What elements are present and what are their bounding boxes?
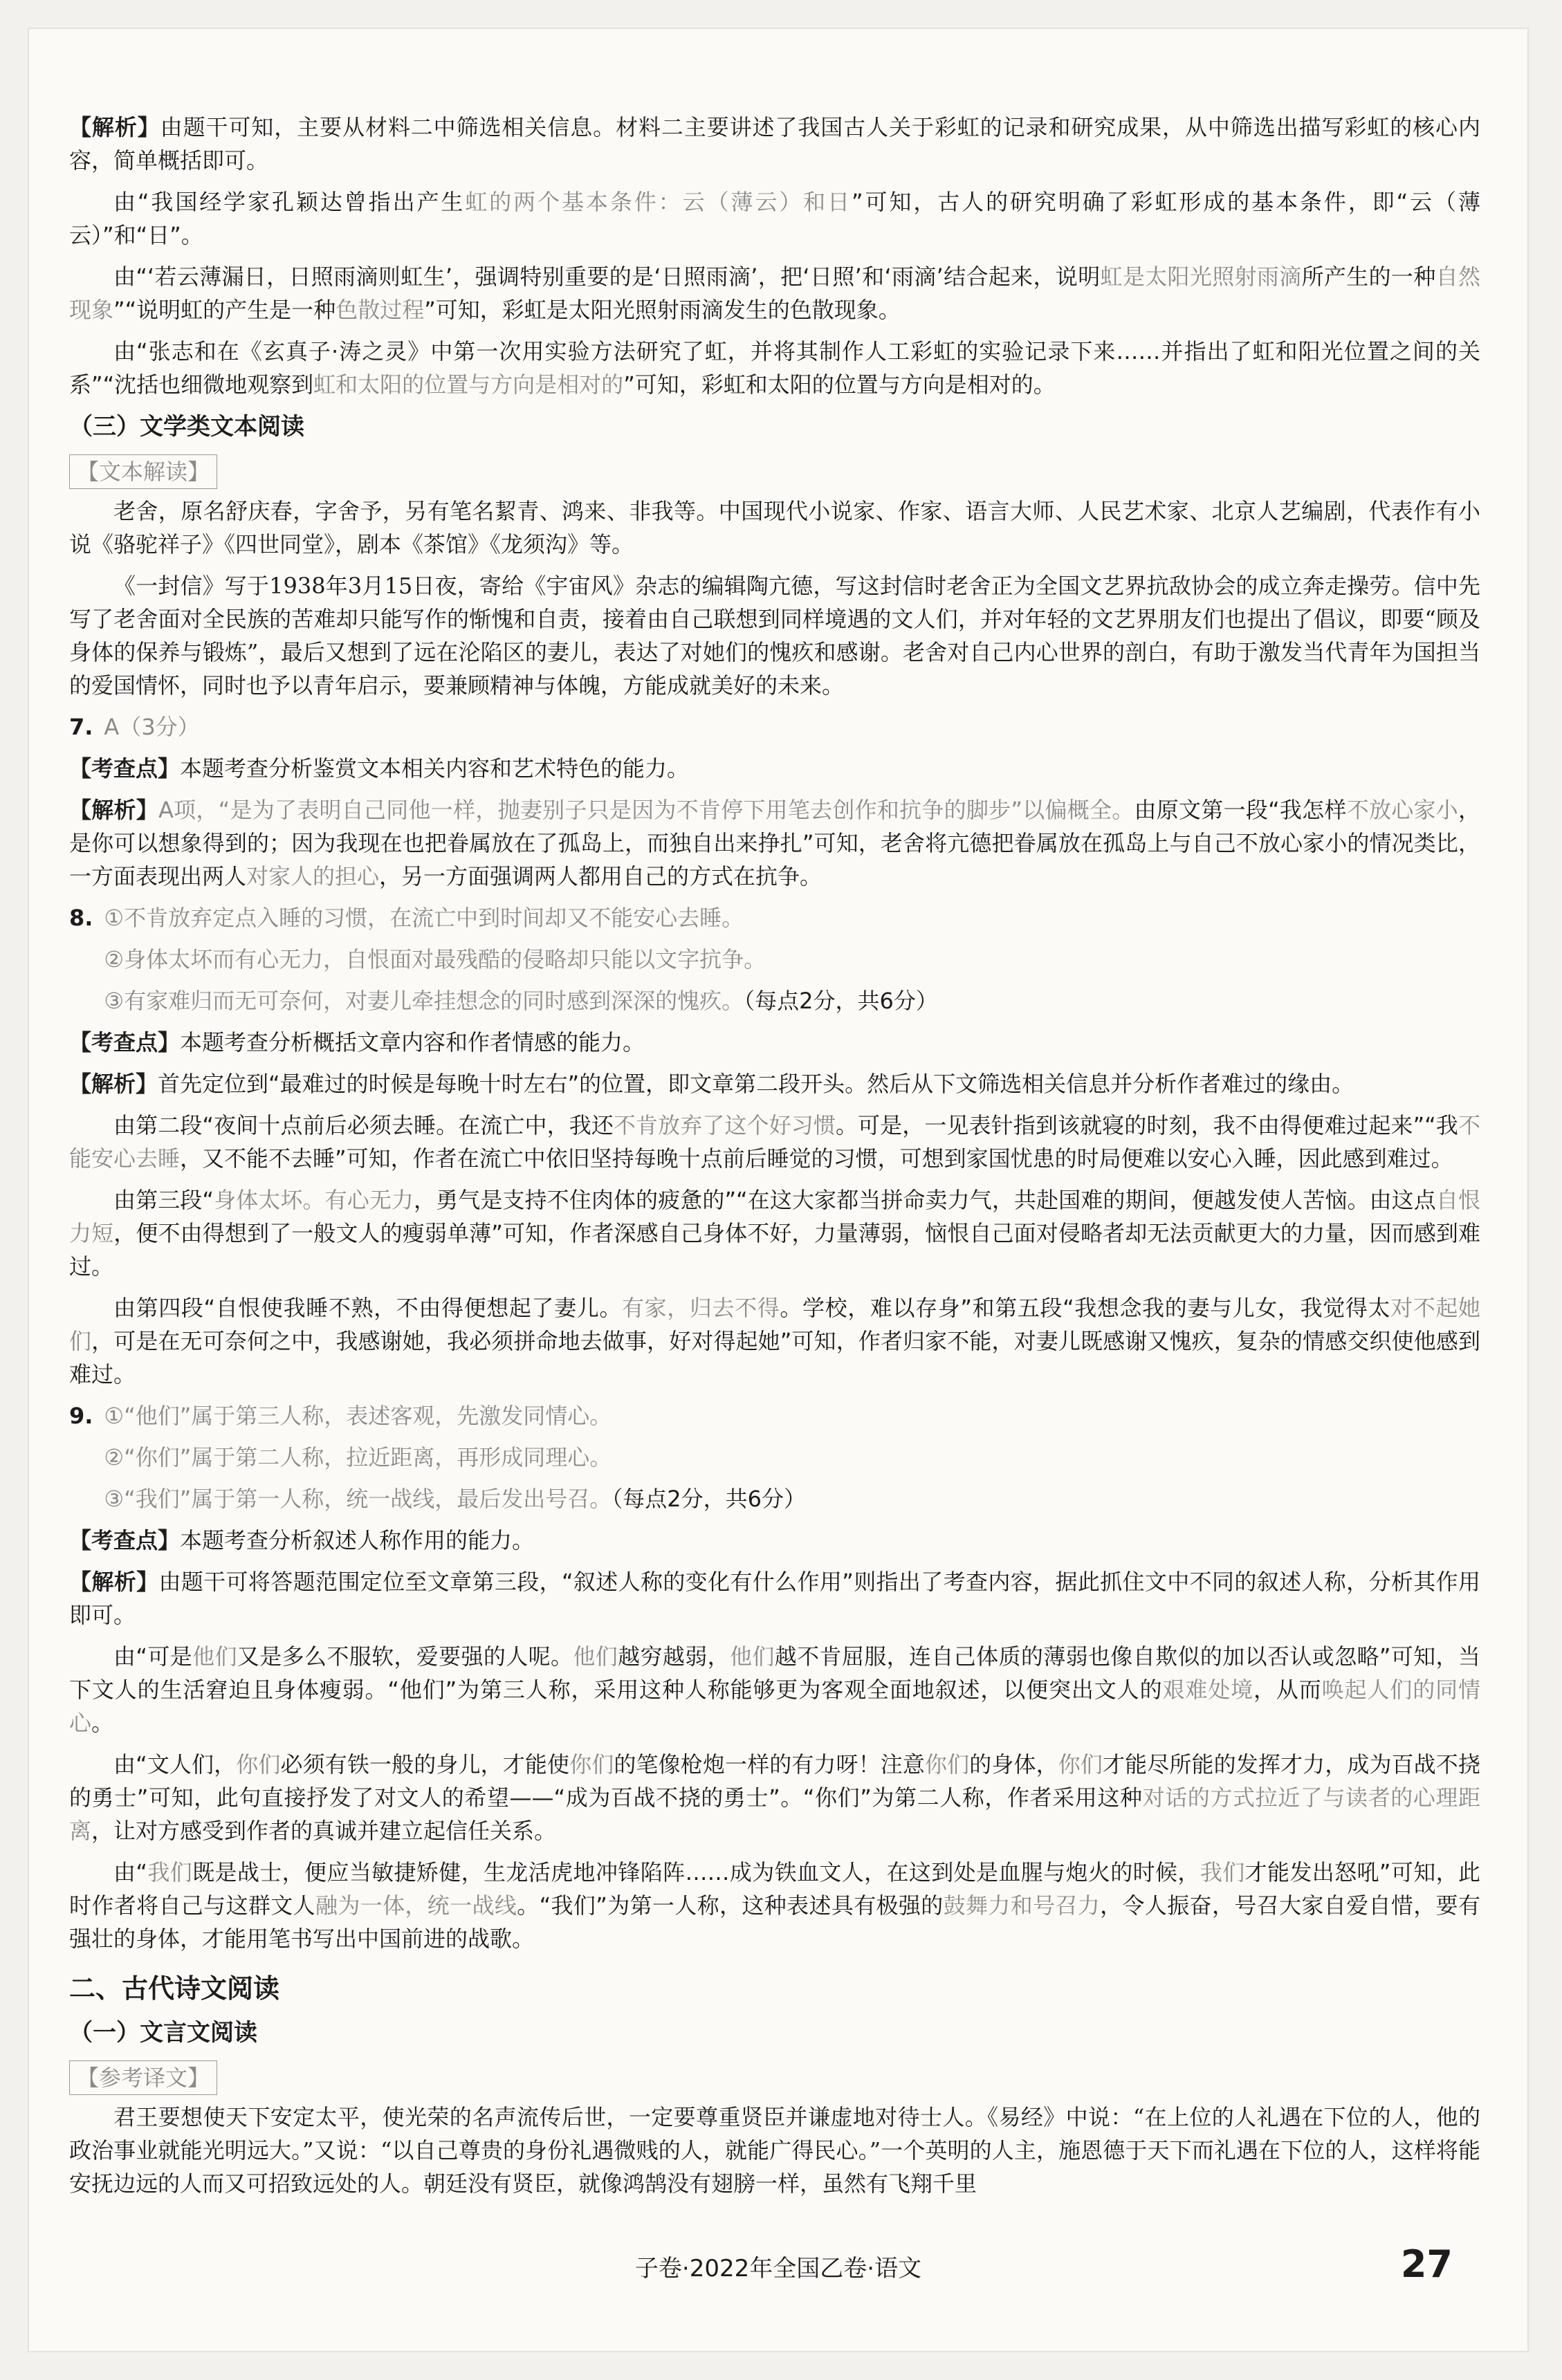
page-footer <box>28 2242 1529 2286</box>
q7-num: 7. <box>69 714 93 740</box>
p4: 由“张志和在《玄真子·涛之灵》中第一次用实验方法研究了虹，并将其制作人工彩虹的实验记录下来……并指出了虹和阳光位置之间的关系”“沈括也细微地观察到虹和太阳的位置与方向是相对的”可知，彩虹和太阳的位置与方向是相对的。 <box>69 338 1480 398</box>
q9-p2: 由“可是他们又是多么不服软，爱要强的人呢。他们越穷越弱，他们越不肯屈服，连自己体质的薄弱也像自欺似的加以否认或忽略”可知，当下文人的生活窘迫且身体瘦弱。“他们”为第三人称，采用这种人称能够更为客观全面地叙述，以便突出文人的艰难处境，从而唤起人们的同情心。 <box>69 1643 1480 1736</box>
q8-p4: 由第四段“自恨使我睡不熟，不由得便想起了妻儿。有家，归去不得。学校，难以存身”和第五段“我想念我的妻与儿女，我觉得太对不起她们，可是在无可奈何之中，我感谢她，我必须拼命地去做事，好对得起她”可知，作者归家不能，对妻儿既感谢又愧疚，复杂的情感交织使他感到难过。 <box>69 1295 1480 1387</box>
q8-p3: 由第三段“身体太坏。有心无力，勇气是支持不住肉体的疲惫的”“在这大家都当拼命卖力气，共赴国难的期间，便越发使人苦恼。由这点自恨力短，便不由得想到了一般文人的瘦弱单薄”可知，作者深感自己身体不好，力量薄弱，恼恨自己面对侵略者却无法贡献更大的力量，因而感到难过。 <box>69 1187 1480 1280</box>
q8 <box>69 901 1480 1026</box>
q8-num: 8. <box>69 905 93 931</box>
content <box>69 111 1480 2208</box>
wb1: 老舍，原名舒庆春，字舍予，另有笔名絜青、鸿来、非我等。中国现代小说家、作家、语言大师、人民艺术家、北京人艺编剧，代表作有小说《骆驼祥子》《四世同堂》，剧本《茶馆》《龙须沟》等。 <box>69 498 1480 557</box>
page <box>28 28 1529 2352</box>
q9-a2: ②“你们”属于第二人称，拉近距离，再形成同理心。 <box>104 1444 612 1470</box>
footer-text: 子卷·2022年全国乙卷·语文 <box>634 2255 922 2282</box>
q8-a1: ①不肯放弃定点入睡的习惯，在流亡中到时间却又不能安心去睡。 <box>104 905 744 931</box>
q9-p4: 由“我们既是战士，便应当敏捷矫健，生龙活虎地冲锋陷阵……成为铁血文人，在这到处是血腥与炮火的时候，我们才能发出怒吼”可知，此时作者将自己与这群文人融为一体，统一战线。“我们”为第一人称，这种表述具有极强的鼓舞力和号召力，令人振奋，号召大家自爱自惜，要有强壮的身体，才能用笔书写出中国前进的战歌。 <box>69 1859 1480 1952</box>
q7 <box>69 710 1480 752</box>
jiexi-label: 【解析】 <box>69 114 160 140</box>
q9-a3: ③“我们”属于第一人称，统一战线，最后发出号召。（每点2分，共6分） <box>104 1486 807 1512</box>
page-number: 27 <box>1400 2242 1453 2286</box>
q7-jiexi: 【解析】A项，“是为了表明自己同他一样，抛妻别子只是因为不肯停下用笔去创作和抗争的脚步”以偏概全。由原文第一段“我怎样不放心家小，是你可以想象得到的；因为我现在也把眷属放在了孤岛上，而独自出来挣扎”可知，老舍将亢德把眷属放在孤岛上与自己不放心家小的情况类比，一方面表现出两人对家人的担心，另一方面强调两人都用自己的方式在抗争。 <box>69 797 1480 889</box>
q9-a1: ①“他们”属于第三人称，表述客观，先激发同情心。 <box>104 1403 612 1429</box>
q9-kaochadian: 【考查点】本题考查分析叙述人称作用的能力。 <box>69 1527 535 1553</box>
q7-answer: A（3分） <box>104 714 200 740</box>
yiwen-label: 【参考译文】 <box>69 2060 217 2095</box>
q8-jiexi: 【解析】首先定位到“最难过的时候是每晚十时左右”的位置，即文章第二段开头。然后从下文筛选相关信息并分析作者难过的缘由。 <box>69 1071 1354 1097</box>
yw1: 君王要想使天下安定太平，使光荣的名声流传后世，一定要尊重贤臣并谦虚地对待士人。《易经》中说：“在上位的人礼遇在下位的人，他的政治事业就能光明远大。”又说：“以自己尊贵的身份礼遇微贱的人，就能广得民心。”一个英明的人主，施恩德于天下而礼遇在下位的人，这样将能安抚边远的人而又可招致远处的人。朝廷没有贤臣，就像鸿鹄没有翅膀一样，虽然有飞翔千里 <box>69 2104 1480 2197</box>
p3: 由“‘若云薄漏日，日照雨滴则虹生’，强调特别重要的是‘日照雨滴’，把‘日照’和‘雨滴’结合起来，说明虹是太阳光照射雨滴所产生的一种自然现象”“说明虹的产生是一种色散过程”可知，彩虹是太阳光照射雨滴发生的色散现象。 <box>69 264 1480 323</box>
q8-p2: 由第二段“夜间十点前后必须去睡。在流亡中，我还不肯放弃了这个好习惯。可是，一见表针指到该就寝的时刻，我不由得便难过起来”“我不能安心去睡，又不能不去睡”可知，作者在流亡中依旧坚持每晚十点前后睡觉的习惯，可想到家国忧患的时局便难以安心入睡，因此感到难过。 <box>69 1112 1480 1172</box>
sec3-title: （三）文学类文本阅读 <box>69 413 304 441</box>
q9 <box>69 1399 1480 1524</box>
sec2-title: 二、古代诗文阅读 <box>69 1973 280 2004</box>
p1: 【解析】由题干可知，主要从材料二中筛选相关信息。材料二主要讲述了我国古人关于彩虹的记录和研究成果，从中筛选出描写彩虹的核心内容，简单概括即可。 <box>69 114 1480 174</box>
q9-num: 9. <box>69 1403 93 1429</box>
q8-kaochadian: 【考查点】本题考查分析概括文章内容和作者情感的能力。 <box>69 1029 645 1055</box>
q7-kaochadian: 【考查点】本题考查分析鉴赏文本相关内容和艺术特色的能力。 <box>69 755 690 782</box>
wenben-label: 【文本解读】 <box>69 454 217 489</box>
q9-jiexi: 【解析】由题干可将答题范围定位至文章第三段，“叙述人称的变化有什么作用”则指出了考查内容，据此抓住文中不同的叙述人称，分析其作用即可。 <box>69 1569 1480 1628</box>
p2: 由“我国经学家孔颖达曾指出产生虹的两个基本条件：云（薄云）和日”可知，古人的研究明确了彩虹形成的基本条件，即“云（薄云）”和“日”。 <box>69 189 1480 248</box>
sub1-title: （一）文言文阅读 <box>69 2019 257 2047</box>
q8-a2: ②身体太坏而有心无力，自恨面对最残酷的侵略却只能以文字抗争。 <box>104 946 766 972</box>
q8-a3: ③有家难归而无可奈何，对妻儿牵挂想念的同时感到深深的愧疚。（每点2分，共6分） <box>104 988 938 1014</box>
q9-p3: 由“文人们，你们必须有铁一般的身儿，才能使你们的笔像枪炮一样的有力呀！注意你们的身体，你们才能尽所能的发挥才力，成为百战不挠的勇士”可知，此句直接抒发了对文人的希望——“成为百战不挠的勇士”。“你们”为第二人称，作者采用这种对话的方式拉近了与读者的心理距离，让对方感受到作者的真诚并建立起信任关系。 <box>69 1751 1480 1844</box>
wb2: 《一封信》写于1938年3月15日夜，寄给《宇宙风》杂志的编辑陶亢德，写这封信时老舍正为全国文艺界抗敌协会的成立奔走操劳。信中先写了老舍面对全民族的苦难却只能写作的惭愧和自责，接着由自己联想到同样境遇的文人们，并对年轻的文艺界朋友们也提出了倡议，即要“顾及身体的保养与锻炼”，最后又想到了远在沦陷区的妻儿，表达了对她们的愧疚和感谢。老舍对自己内心世界的剖白，有助于激发当代青年为国担当的爱国情怀，同时也予以青年启示，要兼顾精神与体魄，方能成就美好的未来。 <box>69 573 1480 699</box>
